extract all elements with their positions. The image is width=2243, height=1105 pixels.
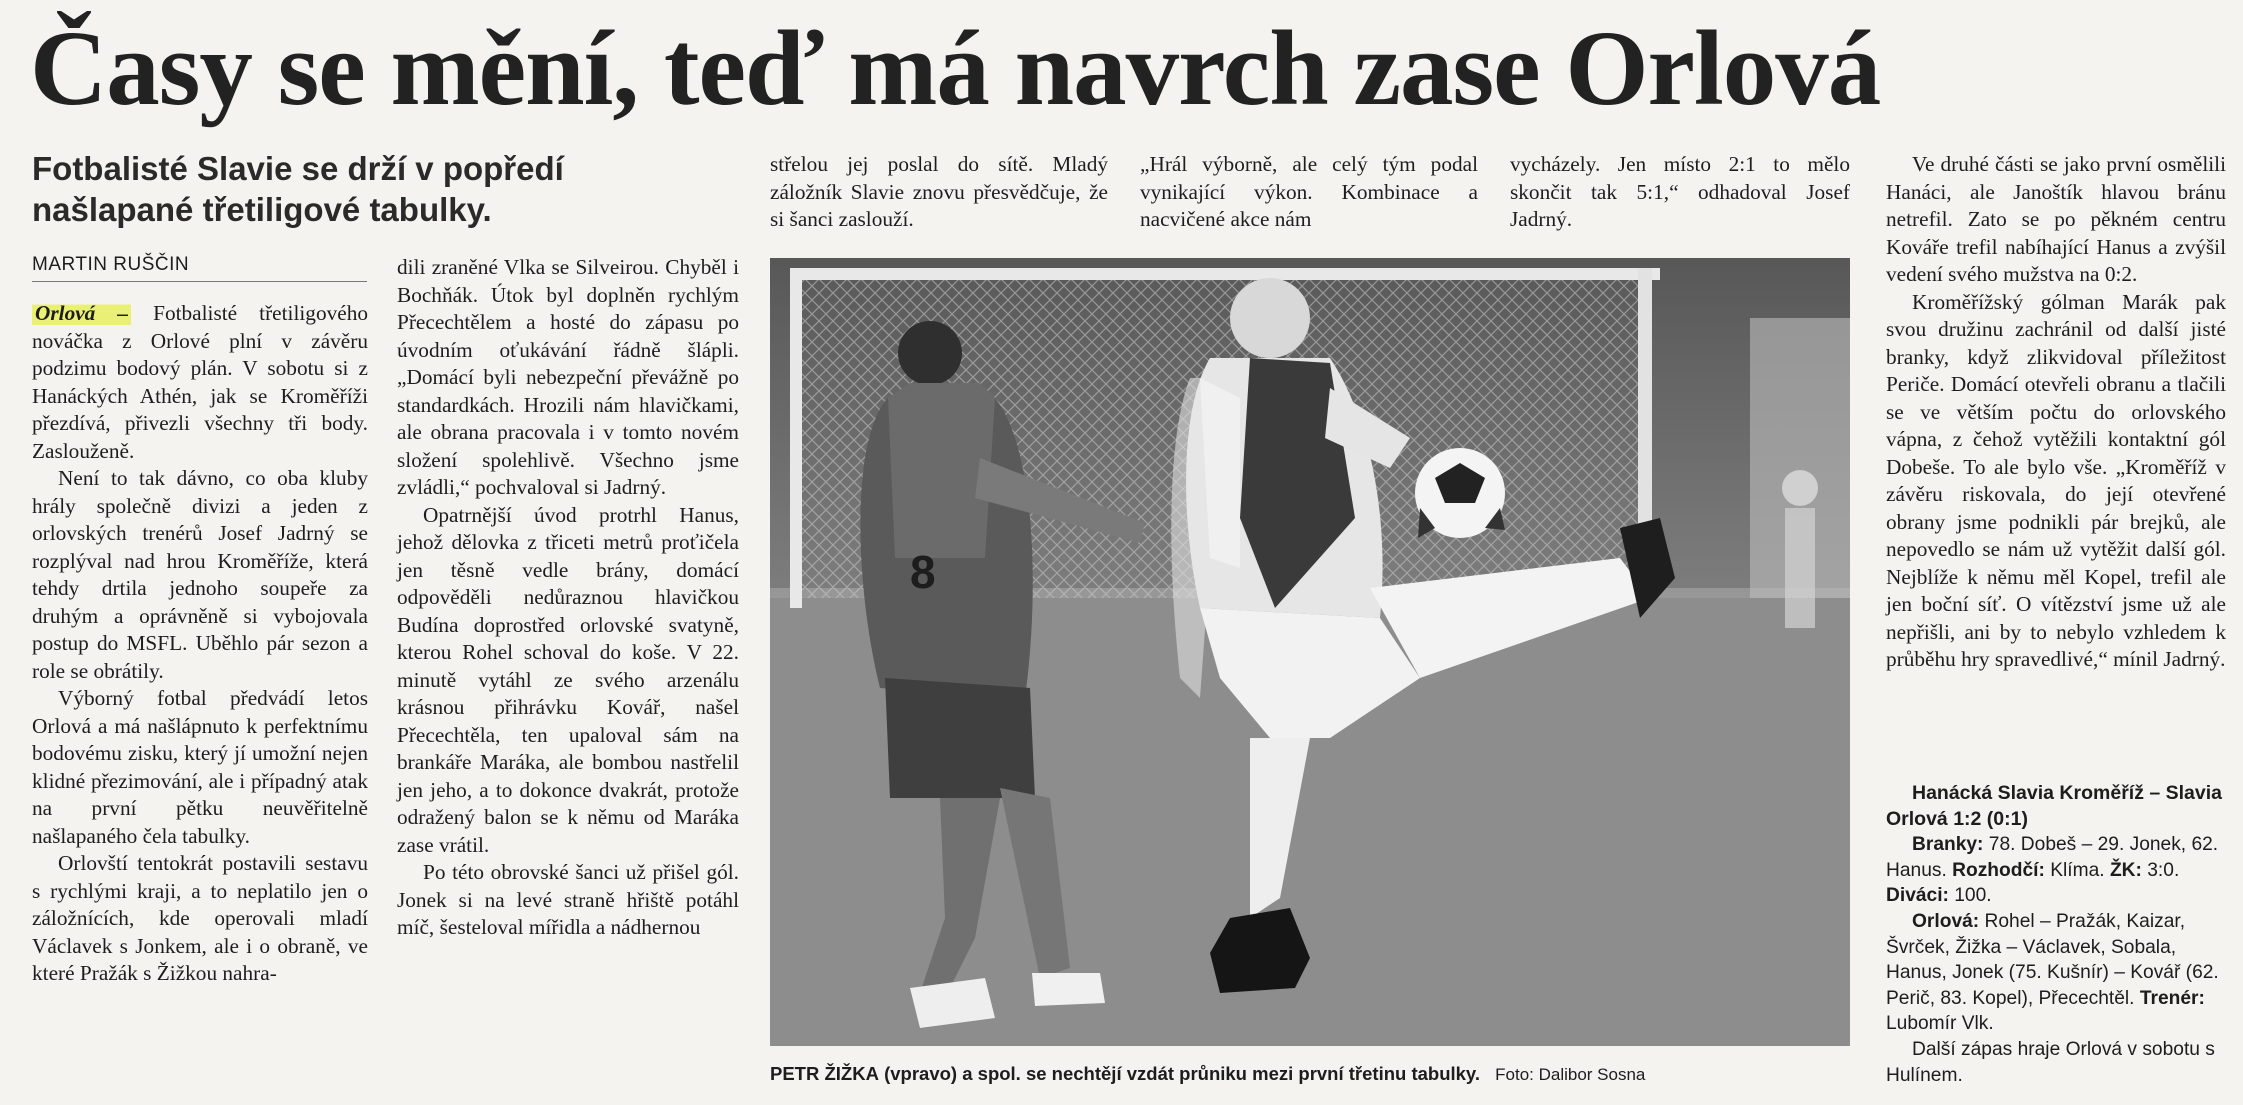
caption-subject: PETR ŽIŽKA <box>770 1063 879 1084</box>
caption-text: (vpravo) a spol. se nechtějí vzdát průniku mezi první třetinu tabulky. <box>884 1063 1480 1084</box>
paragraph: Ve druhé části se jako první osmělili Hanáci, ale Janoštík hlavou bránu netrefil. Zato se po pěkném centru Kováře trefil nabíhající Hanus a zvýšil vedení svého mužstva na 0:2. <box>1886 152 2226 286</box>
author-byline: MARTIN RUŠČIN <box>32 254 367 282</box>
article-column-1 <box>32 300 368 988</box>
football-photo-illustration <box>770 258 1850 1046</box>
lead-paragraph <box>32 300 368 465</box>
paragraph: „Hrál výborně, ale celý tým podal vynikající výkon. Kombinace a nacvičené akce nám <box>1140 152 1478 231</box>
photo-credit: Foto: Dalibor Sosna <box>1495 1065 1646 1084</box>
article-column-6 <box>1886 151 2226 674</box>
paragraph: Orlovští tentokrát postavili sestavu s rychlými kraji, a to neplatilo jen o záložnících, kde operovali mladí Václavek s Jonkem, ale i o obraně, ve které Pražák s Žižkou nahra- <box>32 851 368 985</box>
photo-caption <box>770 1063 1860 1085</box>
article-column-5 <box>1510 151 1850 234</box>
match-lineup: Orlová: Rohel – Pražák, Kaizar, Švrček, Žižka – Václavek, Sobala, Hanus, Jonek (75. Kušnír) – Kovář (62. Perič, 83. Kopel), Přecechtěl. Trenér: Lubomír Vlk. <box>1886 910 2219 1035</box>
match-result-title: Hanácká Slavia Kroměříž – Slavia Orlová 1:2 (0:1) <box>1886 782 2223 830</box>
subheadline: Fotbalisté Slavie se drží v popředí našlapané třetiligové tabulky. <box>32 150 564 228</box>
paragraph: střelou jej poslal do sítě. Mladý záložník Slavie znovu přesvědčuje, že si šanci zaslouží. <box>770 152 1108 231</box>
paragraph-text: Fotbalisté třetiligového nováčka z Orlové plní v závěru podzimu bodový plán. V sobotu si z Hanáckých Athén, jak se Kroměříži přezdívá, přivezli všechny tři body. Zaslouženě. <box>32 301 368 463</box>
paragraph: Po této obrovské šanci už přišel gól. Jonek si na levé straně hřiště potáhl míč, šesteloval mířidla a nádhernou <box>397 860 739 939</box>
paragraph: Opatrnější úvod protrhl Hanus, jehož dělovka z třiceti metrů proťičela jen těsně vedle brány, domácí odpověděli nedůraznou hlavičkou Budína doprostřed orlovské svatyně, kterou Rohel schoval do koše. V 22. minutě vytáhl ze svého arzenálu krásnou přihrávku Kovář, našel Přecechtěla, ten upaloval sám na brankáře Maráka, ale bombou nastřelil jen jeho, a to dokonce dvakrát, protože odražený balon se k němu od Maráka zase vrátil. <box>397 502 739 857</box>
article-column-3 <box>770 151 1108 234</box>
paragraph: vycházely. Jen místo 2:1 to mělo skončit tak 5:1,“ odhadoval Josef Jadrný. <box>1510 152 1850 231</box>
location-dateline: Orlová – <box>32 301 131 325</box>
match-goals: Branky: 78. Dobeš – 29. Jonek, 62. Hanus. Rozhodčí: Klíma. ŽK: 3:0. Diváci: 100. <box>1886 834 2219 907</box>
player-number: 8 <box>910 546 936 598</box>
article-column-4 <box>1140 151 1478 234</box>
match-photo <box>770 258 1850 1046</box>
paragraph: Výborný fotbal předvádí letos Orlová a má našlápnuto k perfektnímu bodovému zisku, který jí umožní nejen klidné přezimování, ale i případný atak na první pětku neuvěřitelně našlapaného čela tabulky. <box>32 686 368 848</box>
paragraph: Není to tak dávno, co oba kluby hrály společně divizi a jeden z orlovských trenérů Josef Jadrný se rozplýval nad hrou Kroměříže, která tehdy drtila jednoho soupeře za druhým a oprávněně si vybojovala postup do MSFL. Uběhlo pár sezon a role se obrátily. <box>32 466 368 683</box>
article-column-2 <box>397 254 739 942</box>
paragraph: dili zraněné Vlka se Silveirou. Chyběl i Bochňák. Útok byl doplněn rychlým Přecechtělem a hosté do zápasu po úvodním oťukávání řádně šlápli. „Domácí byli nebezpeční převážně po standardkách. Hrozili nám hlavičkami, ale obrana pracovala i v tomto novém složení spolehlivě. Všechno jsme zvládli,“ pochvaloval si Jadrný. <box>397 255 739 499</box>
match-facts-box <box>1886 781 2226 1088</box>
paragraph: Kroměřížský gólman Marák pak svou družinu zachránil od další jisté branky, když zlikvidoval příležitost Periče. Domácí otevřeli obranu a tlačili se ve větším počtu do orlovského vápna, z čehož vytěžili kontaktní gól Dobeše. To ale bylo vše. „Kroměříž v závěru riskovala, do její otevřené obrany jsme podnikli pár brejků, ale nepovedlo se nám už vytěžit další gól. Nejblíže k němu měl Kopel, trefil ale jen boční síť. O vítězství jsme už ale nepřišli, ani by to nebylo vzhledem k průběhu hry spravedlivé,“ mínil Jadrný. <box>1886 289 2226 671</box>
headline: Časy se mění, teď má navrch zase Orlová <box>30 10 1881 128</box>
next-match: Další zápas hraje Orlová v sobotu s Hulínem. <box>1886 1038 2215 1086</box>
